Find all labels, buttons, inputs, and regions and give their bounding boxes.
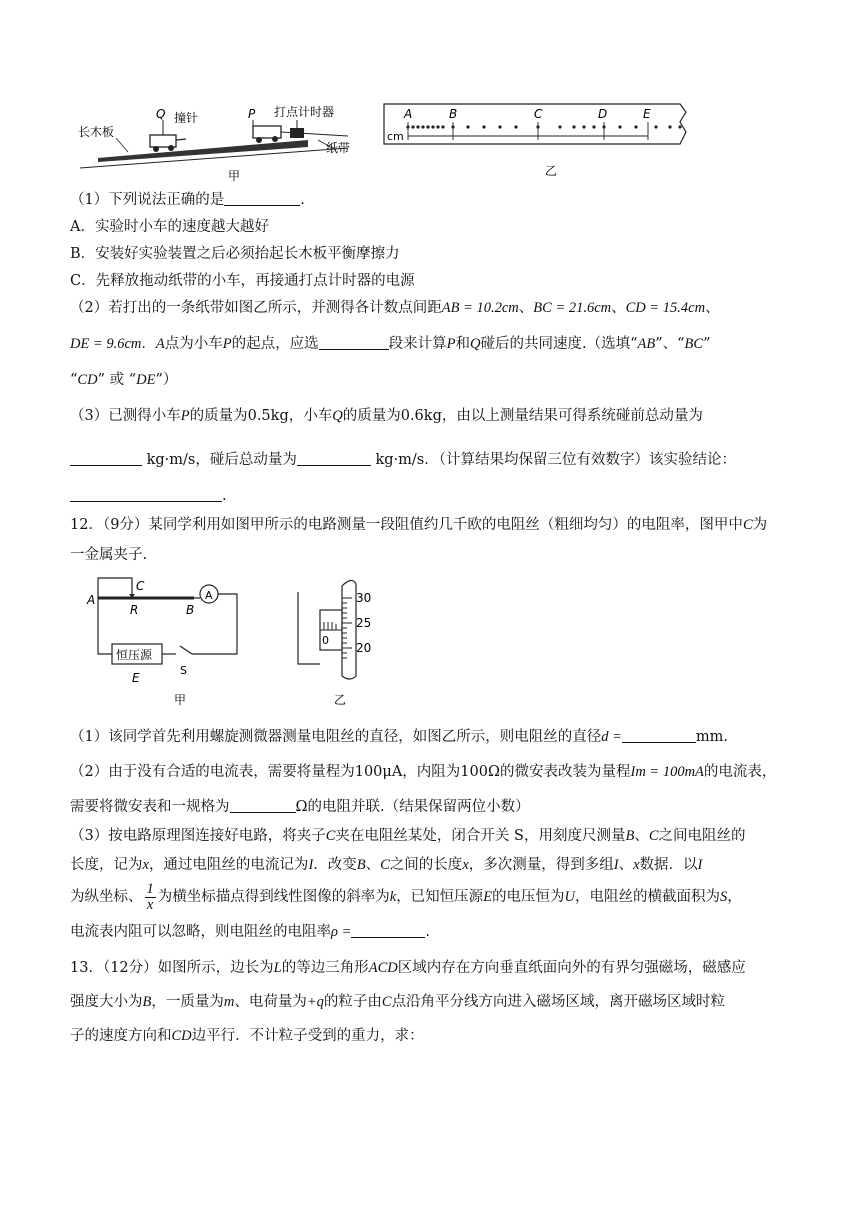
q12-part3-line1: （3）按电路原理图连接好电路，将夹子C夹在电阻丝某处，闭合开关 S，用刻度尺测量B、C之间电阻丝的 (70, 828, 746, 844)
figure-paper-tape (380, 100, 700, 180)
circuit-label-R: R (130, 603, 139, 617)
q11-part2-line2: DE = 9.6cm．A点为小车P的起点，应选 段来计算P和Q碰后的共同速度.（选填“AB”、“BC” (70, 336, 711, 352)
tape-point-C: C (534, 107, 543, 121)
micrometer-scale-25: 25 (356, 616, 372, 630)
q12-part3-line3: 为纵坐标、 $\frac{1}{x}$ 为横坐标描点得到线性图像的斜率为k，已知恒压源E的电压恒为U，电阻丝的横截面积为S， (70, 880, 742, 913)
q12-part1: （1）该同学首先利用螺旋测微器测量电阻丝的直径，如图乙所示，则电阻丝的直径d = mm. (70, 729, 729, 745)
q11-part2-line1: （2）若打出的一条纸带如图乙所示，并测得各计数点间距AB = 10.2cm、BC = 21.6cm、CD = 15.4cm、 (70, 300, 720, 316)
fig1-caption-yi: 乙 (545, 164, 558, 178)
micrometer-scale-30: 30 (356, 591, 372, 605)
label-timer: 打点计时器 (274, 105, 335, 119)
label-Q: Q (156, 107, 166, 121)
q11-part3-line3: . (70, 486, 227, 506)
q11-part1: （1）下列说法正确的是 . (70, 192, 305, 208)
circuit-label-A: A (87, 593, 96, 607)
source-label: 恒压源 (116, 648, 153, 662)
label-tape: 纸带 (326, 141, 351, 155)
q11-part3-line2: kg·m/s，碰后总动量为 kg·m/s．（计算结果均保留三位有效数字）该实验结论： (70, 450, 736, 470)
q12-heading-line1: 12．（9分）某同学利用如图甲所示的电路测量一段阻值约几千欧的电阻丝（粗细均匀）的电阻率，图甲中C为 (70, 517, 768, 533)
label-P: P (248, 107, 256, 121)
q11-part3-line1: （3）已测得小车P的质量为0.5kg，小车Q的质量为0.6kg，由以上测量结果可得系统碰前总动量为 (70, 408, 703, 424)
q12-part3-line4: 电流表内阻可以忽略，则电阻丝的电阻率ρ = . (70, 924, 430, 940)
tape-point-B: B (449, 107, 458, 121)
tape-point-E: E (643, 107, 651, 121)
answer-blank-diameter[interactable] (622, 728, 696, 743)
micrometer-zero: 0 (322, 634, 329, 647)
circuit-label-B: B (186, 603, 195, 617)
q11-option-c: C．先释放拖动纸带的小车，再接通打点计时器的电源 (70, 273, 415, 289)
cart-setup-diagram (78, 90, 358, 185)
answer-blank-resistor[interactable] (230, 798, 296, 813)
fraction-one-over-x: $\frac{1}{x}$ (146, 880, 154, 913)
source-label-E: E (132, 671, 140, 685)
q12-heading-line2: 一金属夹子. (70, 547, 148, 563)
q13-line2: 强度大小为B，一质量为m、电荷量为+q的粒子由C点沿角平分线方向进入磁场区域，离开磁场区域时粒 (70, 994, 726, 1010)
figure-circuit (82, 572, 252, 707)
tape-point-A: A (404, 107, 413, 121)
switch-label-S: S (180, 664, 187, 677)
circuit-diagram (82, 572, 252, 707)
micrometer-scale-20: 20 (356, 641, 372, 655)
q11-option-b: B．安装好实验装置之后必须抬起长木板平衡摩擦力 (70, 246, 400, 262)
answer-blank-conclusion[interactable] (70, 487, 222, 502)
answer-blank[interactable] (224, 191, 300, 206)
answer-blank-resistivity[interactable] (351, 923, 425, 938)
q12-part2-line1: （2）由于没有合适的电流表，需要将量程为100μA，内阻为100Ω的微安表改装为量程Im = 100mA的电流表， (70, 764, 777, 780)
answer-blank-momentum-before[interactable] (70, 451, 142, 466)
answer-blank-momentum-after[interactable] (297, 451, 371, 466)
q13-line1: 13．（12分）如图所示，边长为L的等边三角形ACD区域内存在方向垂直纸面向外的有界匀强磁场，磁感应 (70, 960, 746, 976)
q12-part2-line2: 需要将微安表和一规格为 Ω的电阻并联.（结果保留两位小数） (70, 799, 530, 815)
tape-point-D: D (598, 107, 608, 121)
micrometer-caption-yi: 乙 (334, 693, 347, 707)
label-long-board: 长木板 (78, 125, 115, 139)
paper-tape-diagram (380, 100, 700, 180)
q13-line3: 子的速度方向和CD边平行．不计粒子受到的重力，求： (70, 1028, 424, 1044)
tape-unit: cm (387, 130, 404, 143)
ammeter-label: A (205, 589, 213, 602)
figure-micrometer (290, 572, 390, 707)
q12-part3-line2: 长度，记为x，通过电阻丝的电流记为I．改变B、C之间的长度x，多次测量，得到多组I、x数据．以I (70, 857, 703, 873)
label-pin: 撞针 (174, 111, 199, 125)
fig1-caption-jia: 甲 (228, 169, 241, 183)
answer-blank-segment[interactable] (319, 335, 389, 350)
micrometer-diagram (290, 572, 390, 707)
q11-option-a: A．实验时小车的速度越大越好 (70, 219, 269, 235)
circuit-caption-jia: 甲 (174, 693, 187, 707)
circuit-label-C: C (136, 579, 145, 593)
q11-part2-line3: “CD” 或 “DE”） (70, 372, 178, 388)
figure-cart-setup (78, 90, 358, 185)
